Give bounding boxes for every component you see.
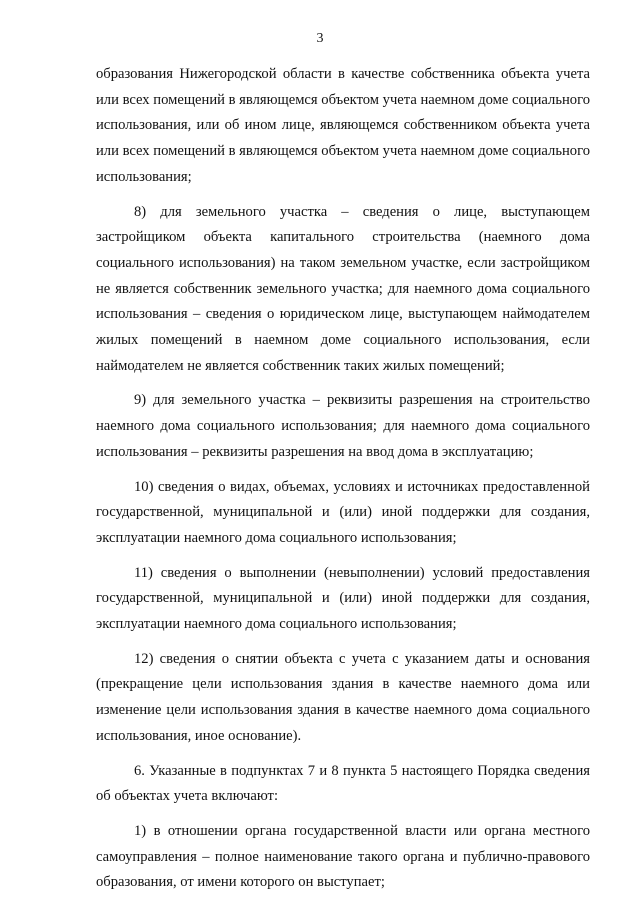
paragraph-item-12: 12) сведения о снятии объекта с учета с указанием даты и основания (прекращение цели использования здания в качестве наемного дома или изменение цели использования здания в качестве наемного дома социального использования, иное основание). (96, 650, 590, 744)
paragraph-item-9: 9) для земельного участка – реквизиты разрешения на строительство наемного дома социального использования; для наемного дома социального использования – реквизиты разрешения на ввод дома в эксплуатацию; (96, 392, 590, 460)
paragraph-clause-6: 6. Указанные в подпунктах 7 и 8 пункта 5 настоящего Порядка сведения об объектах учета включают: (96, 762, 590, 805)
paragraph-item-11: 11) сведения о выполнении (невыполнении) условий предоставления государственной, муниципальной и (или) иной поддержки для создания, эксплуатации наемного дома социального использования; (96, 564, 590, 633)
paragraph-continuation: образования Нижегородской области в качестве собственника объекта учета или всех помещений в являющемся объектом учета наемном доме социального использования, или об ином лице, являющемся собственником объекта учета или всех помещений в являющемся объектом учета наемном доме социального использования; (96, 66, 590, 185)
document-body (96, 62, 590, 905)
paragraph-subitem-1: 1) в отношении органа государственной власти или органа местного самоуправления – полное наименование такого органа и публично-правового образования, от имени которого он выступает; (96, 822, 590, 891)
paragraph-item-8: 8) для земельного участка – сведения о лице, выступающем застройщиком объекта капитального строительства (наемного дома социального использования) на таком земельном участке, если застройщиком не является собственник земельного участка; для наемного дома социального использования – сведения о юридическом лице, выступающем наймодателем жилых помещений в наемном доме социального использования, если наймодателем не является собственник таких жилых помещений; (96, 203, 590, 374)
paragraph-item-10: 10) сведения о видах, объемах, условиях и источниках предоставленной государственной, муниципальной и (или) иной поддержки для создания, эксплуатации наемного дома социального использования; (96, 478, 590, 546)
page-number: 3 (316, 31, 324, 46)
